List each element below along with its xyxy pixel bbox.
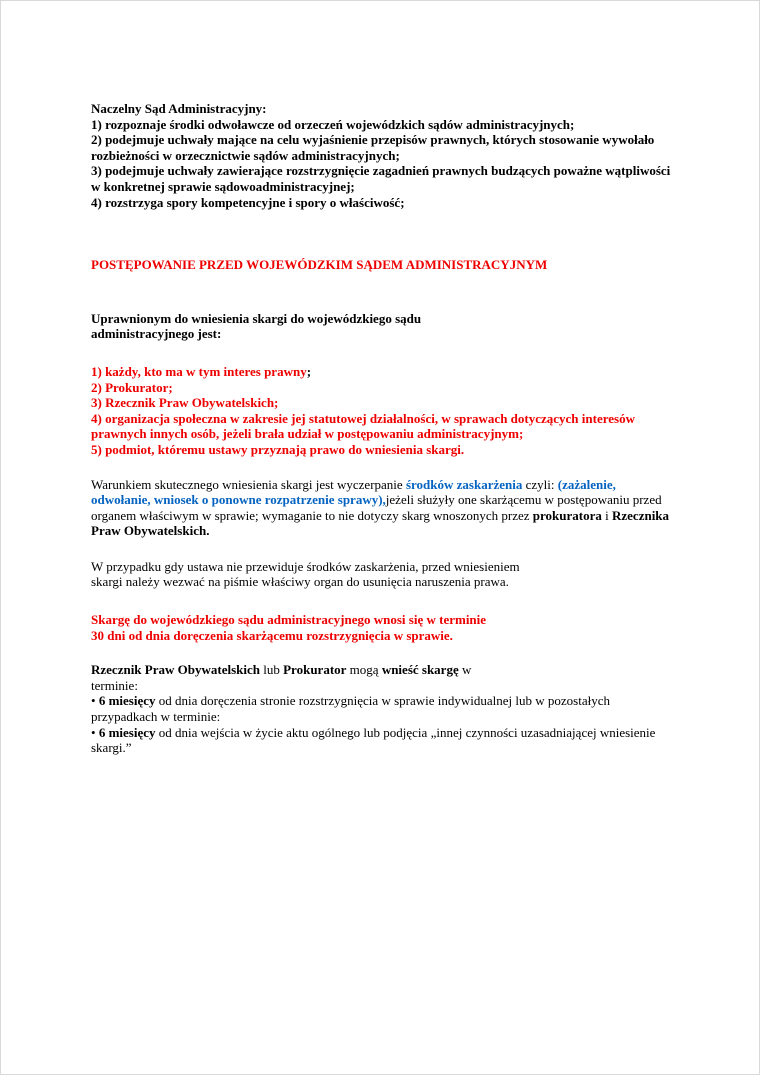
condition-run-1: Warunkiem skutecznego wniesienia skargi jest wyczerpanie bbox=[91, 476, 406, 492]
entitled-item-5: 5) podmiot, któremu ustawy przyznają prawo do wniesienia skargi. bbox=[91, 441, 465, 457]
nsa-title: Naczelny Sąd Administracyjny: bbox=[91, 101, 267, 116]
entitled-intro bbox=[91, 311, 674, 342]
ombudsman-bullet-2-rest: od dnia wejścia w życie aktu ogólnego lub podjęcia „innej czynności uzasadniającej wniesienie skargi.” bbox=[91, 724, 656, 756]
ombudsman-bullet-1-bold: 6 miesięcy bbox=[98, 693, 156, 709]
condition-run-5: jeżeli służyły one skarżącemu w postępowaniu przed organem właściwym w sprawie; wymaganie to nie dotyczy skarg wnoszonych przez bbox=[91, 492, 662, 523]
entitled-intro-line-2: administracyjnego jest: bbox=[91, 326, 222, 342]
bullet-icon: • bbox=[91, 693, 99, 709]
entitled-item-1-semicolon: ; bbox=[306, 363, 312, 379]
nsa-paragraph bbox=[91, 101, 674, 210]
entitled-item-1 bbox=[91, 364, 674, 380]
ombudsman-run-3: Prokurator bbox=[283, 662, 347, 678]
nsa-item-2: 2) podejmuje uchwały mające na celu wyjaśnienie przepisów prawnych, których stosowanie wywołało rozbieżności w orzecznictwie sądów administracyjnych; bbox=[91, 132, 655, 163]
entitled-item-1-text: 1) każdy, kto ma w tym interes prawny bbox=[91, 363, 307, 379]
no-remedy-line-1: W przypadku gdy ustawa nie przewiduje środków zaskarżenia, przed wniesieniem bbox=[91, 558, 520, 574]
section-heading: POSTĘPOWANIE PRZED WOJEWÓDZKIM SĄDEM ADMINISTRACYJNYM bbox=[91, 257, 548, 273]
ombudsman-run-6: w bbox=[458, 662, 472, 678]
condition-run-8: Rzecznika Praw Obywatelskich. bbox=[91, 507, 670, 539]
deadline-line-1: Skargę do wojewódzkiego sądu administracyjnego wnosi się w terminie bbox=[91, 612, 487, 628]
ombudsman-run-1: Rzecznik Praw Obywatelskich bbox=[91, 662, 260, 678]
no-remedy-line-2: skargi należy wezwać na piśmie właściwy organ do usunięcia naruszenia prawa. bbox=[91, 574, 509, 590]
entitled-item-3: 3) Rzecznik Praw Obywatelskich; bbox=[91, 395, 279, 411]
entitled-item-2: 2) Prokurator; bbox=[91, 379, 173, 395]
condition-paragraph bbox=[91, 477, 674, 539]
condition-run-4: (zażalenie, odwołanie, wniosek o ponowne rozpatrzenie sprawy), bbox=[91, 476, 616, 508]
ombudsman-bullet-1 bbox=[91, 693, 674, 724]
entitled-list bbox=[91, 364, 674, 458]
condition-run-2: środków zaskarżenia bbox=[405, 476, 523, 492]
ombudsman-run-4: mogą bbox=[346, 662, 382, 678]
deadline-line-2: 30 dni od dnia doręczenia skarżącemu rozstrzygnięcia w sprawie. bbox=[91, 627, 453, 643]
deadline-paragraph bbox=[91, 612, 674, 643]
bullet-icon: • bbox=[91, 724, 99, 740]
nsa-item-4: 4) rozstrzyga spory kompetencyjne i spory o właściwość; bbox=[91, 194, 405, 210]
ombudsman-line-2: terminie: bbox=[91, 677, 138, 693]
nsa-item-3: 3) podejmuje uchwały zawierające rozstrzygnięcie zagadnień prawnych budzących poważne wątpliwości w konkretnej sprawie sądowoadministracyjnej; bbox=[91, 163, 671, 194]
ombudsman-paragraph bbox=[91, 662, 674, 756]
entitled-item-4: 4) organizacja społeczna w zakresie jej statutowej działalności, w sprawach dotyczących interesów prawnych innych osób, jeżeli brała udział w postępowaniu administracyjnym; bbox=[91, 410, 635, 442]
ombudsman-line-1 bbox=[91, 662, 674, 678]
entitled-intro-line-1: Uprawnionym do wniesienia skargi do wojewódzkiego sądu bbox=[91, 310, 422, 326]
nsa-item-1: 1) rozpoznaje środki odwoławcze od orzeczeń wojewódzkich sądów administracyjnych; bbox=[91, 116, 575, 132]
condition-run-7: i bbox=[601, 507, 612, 523]
ombudsman-bullet-1-rest: od dnia doręczenia stronie rozstrzygnięcia w sprawie indywidualnej lub w pozostałych przypadkach w terminie: bbox=[91, 693, 610, 725]
no-remedy-paragraph bbox=[91, 559, 674, 590]
ombudsman-run-2: lub bbox=[259, 662, 284, 678]
ombudsman-run-5: wnieść skargę bbox=[381, 662, 459, 678]
condition-run-6: prokuratora bbox=[532, 507, 602, 523]
ombudsman-bullet-2-bold: 6 miesięcy bbox=[98, 724, 156, 740]
ombudsman-bullet-2 bbox=[91, 725, 674, 756]
condition-run-3: czyli: bbox=[522, 476, 558, 492]
